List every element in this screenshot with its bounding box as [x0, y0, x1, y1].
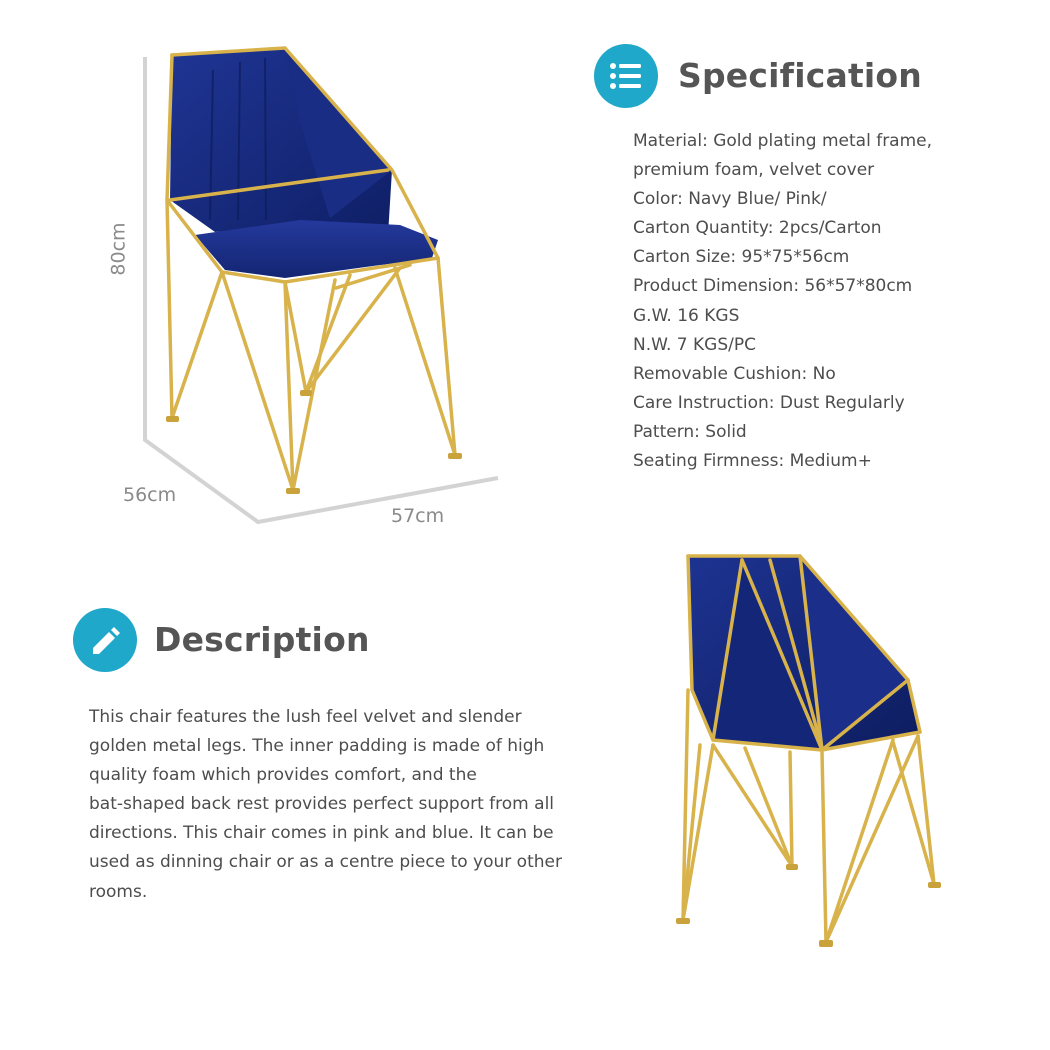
spec-line: Color: Navy Blue/ Pink/ [633, 189, 827, 210]
spec-line: Care Instruction: Dust Regularly [633, 392, 905, 413]
spec-line: Removable Cushion: No [633, 363, 836, 384]
width-dimension-label: 57cm [391, 505, 445, 527]
description-line: quality foam which provides comfort, and the [89, 765, 477, 786]
spec-line: Material: Gold plating metal frame, [633, 131, 933, 151]
description-line: This chair features the lush feel velvet and slender [89, 707, 522, 727]
spec-line: premium foam, velvet cover [633, 160, 875, 181]
description-line: used as dinning chair or as a centre piece to your other [89, 852, 562, 873]
spec-line: Carton Size: 95*75*56cm [633, 247, 850, 268]
spec-line: Pattern: Solid [633, 421, 747, 442]
spec-line: Product Dimension: 56*57*80cm [633, 276, 913, 297]
description-line: golden metal legs. The inner padding is made of high [89, 736, 545, 757]
spec-line: G.W. 16 KGS [633, 305, 740, 326]
height-dimension-label: 80cm [107, 222, 130, 276]
specification-title: Specification [678, 56, 922, 95]
description-line: directions. This chair comes in pink and blue. It can be [89, 823, 554, 844]
description-line: bat-shaped back rest provides perfect support from all [89, 794, 555, 815]
spec-line: N.W. 7 KGS/PC [633, 334, 756, 355]
spec-line: Carton Quantity: 2pcs/Carton [633, 218, 882, 239]
description-line: rooms. [89, 881, 148, 902]
spec-line: Seating Firmness: Medium+ [633, 451, 872, 472]
depth-dimension-label: 56cm [123, 484, 177, 506]
description-title: Description [154, 620, 370, 659]
